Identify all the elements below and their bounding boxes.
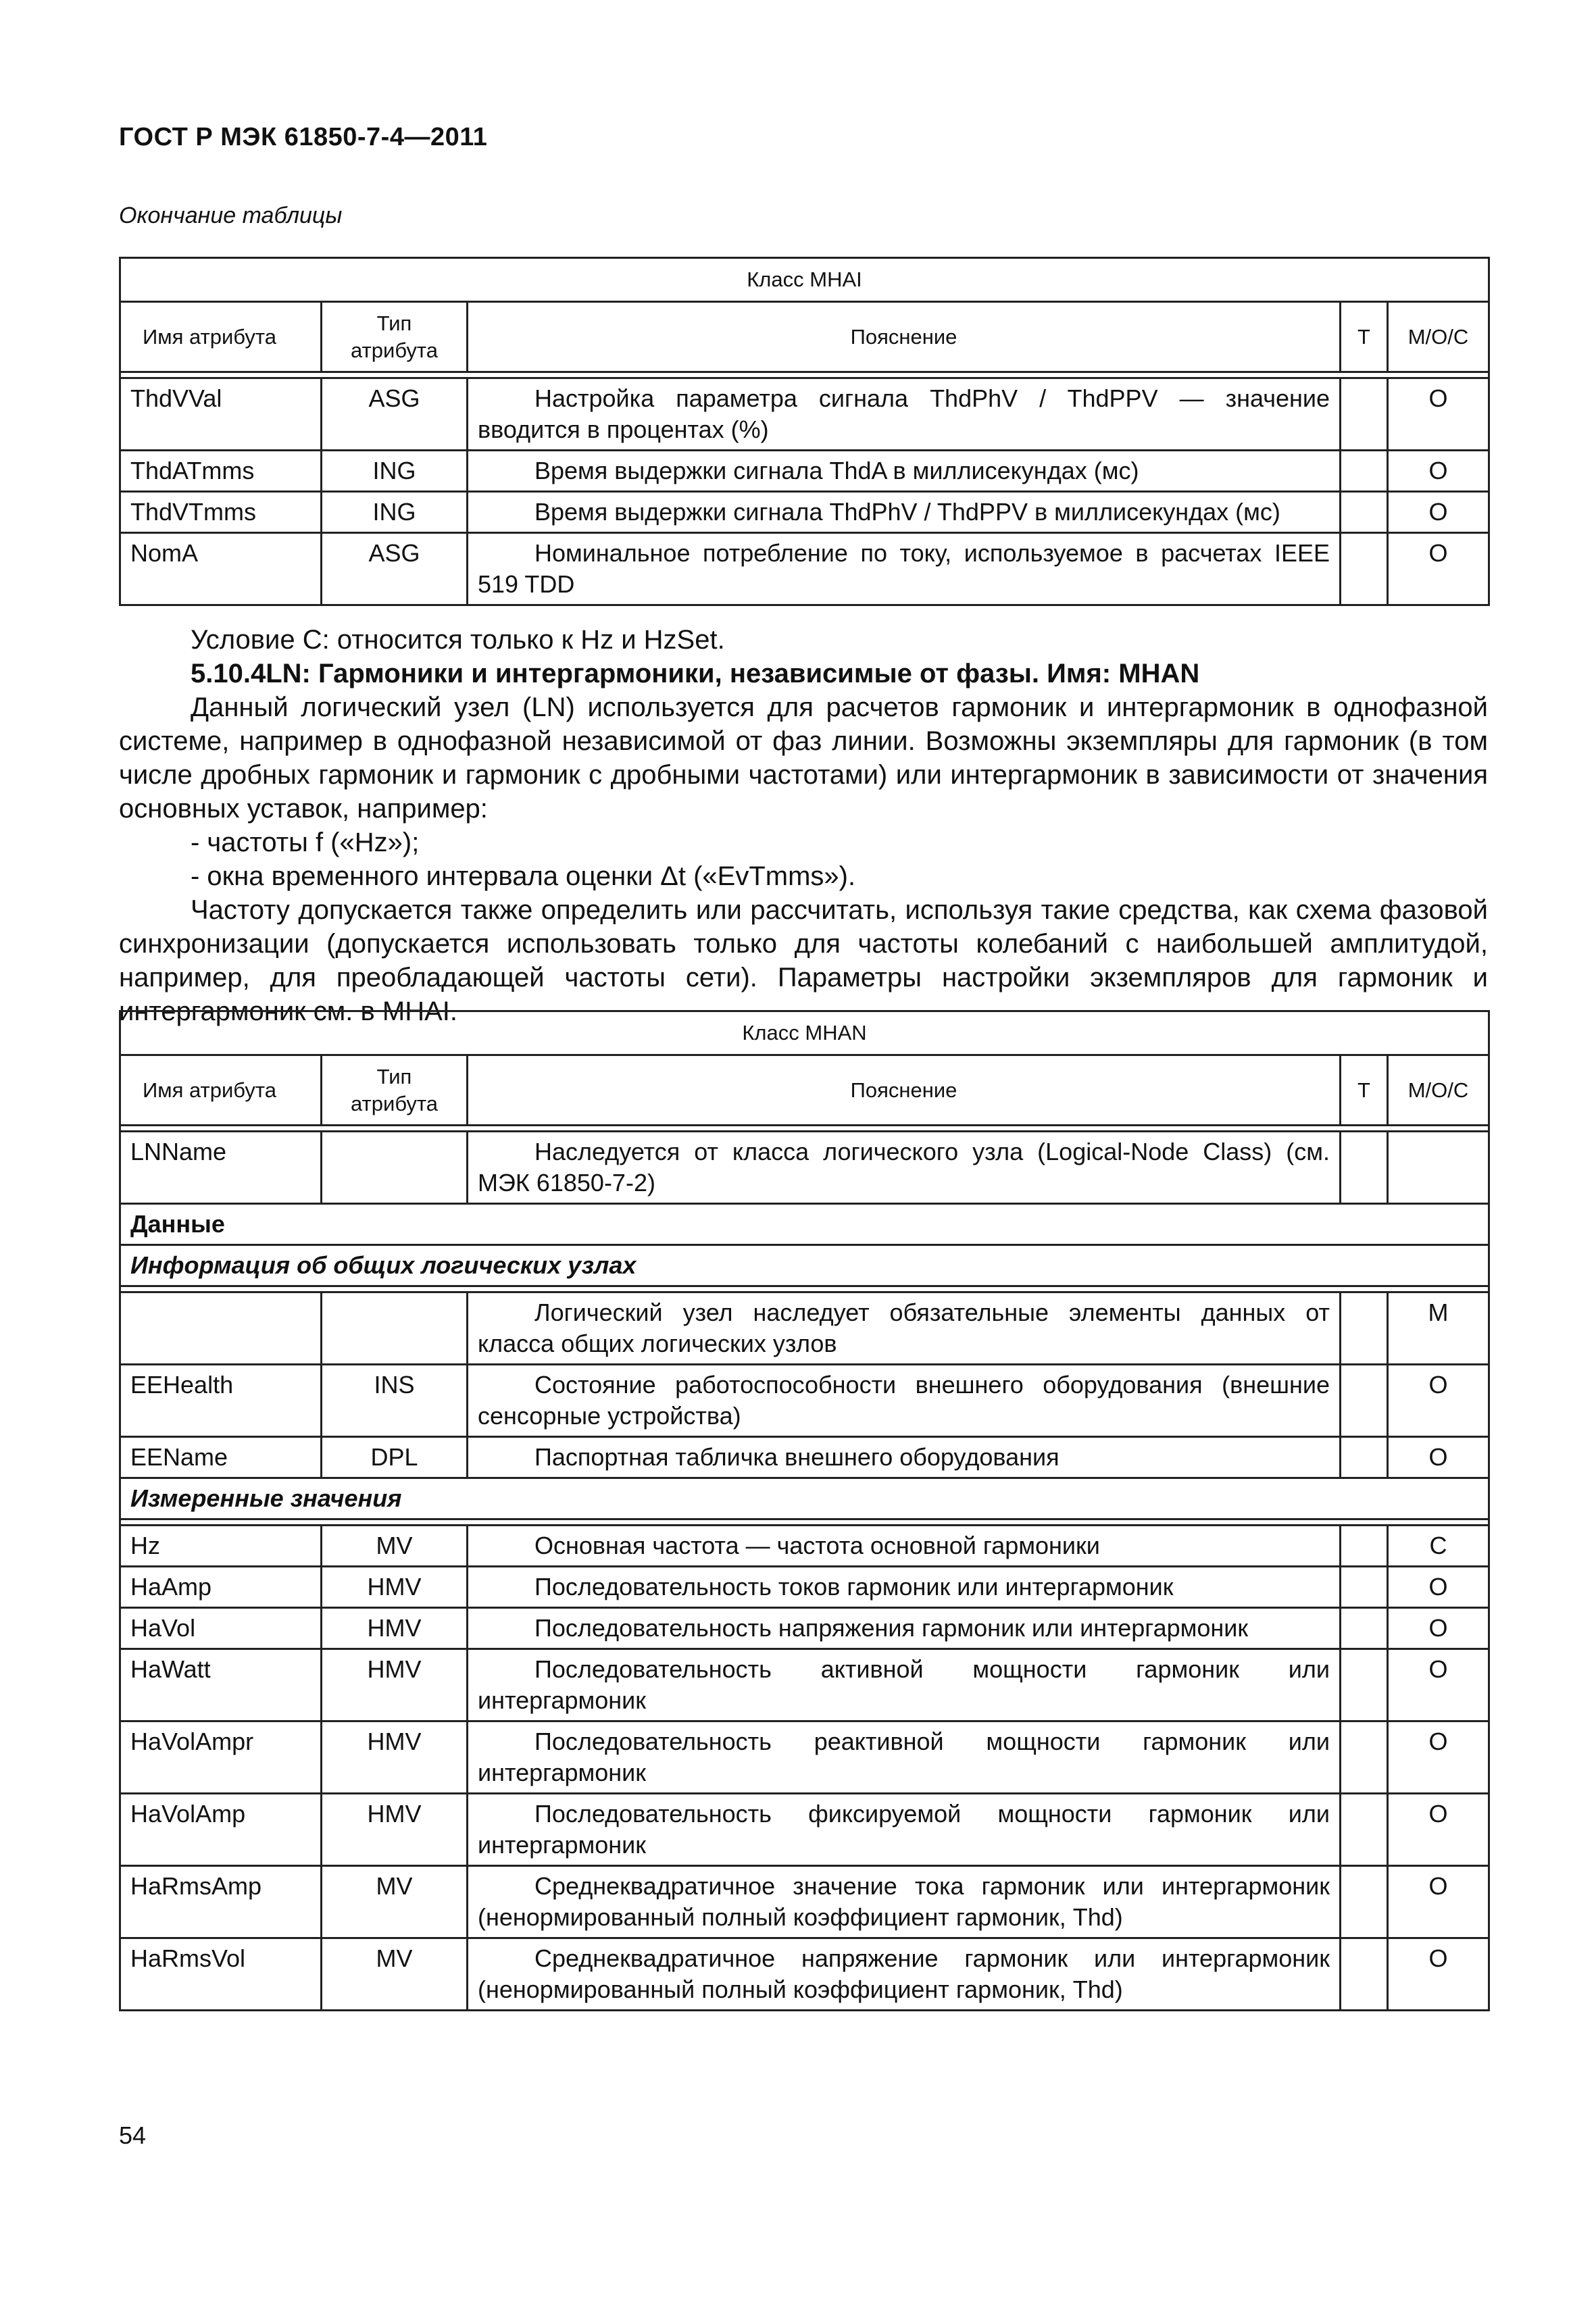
table-row: LNName Наследуется от класса логического узла (Logical-Node Class) (см. МЭК 61850-7-2) bbox=[120, 1132, 1489, 1204]
table-row: EEName DPL Паспортная табличка внешнего оборудования O bbox=[120, 1437, 1489, 1478]
table-row: HaRmsAmp MV Среднеквадратичное значение тока гармоник или интергармоник (ненормированный полный коэффициент гармоник, Thd) O bbox=[120, 1866, 1489, 1938]
table-row: ThdATmms ING Время выдержки сигнала ThdA в миллисекундах (мс) O bbox=[120, 451, 1489, 492]
table-class-title: Класс MHAN bbox=[120, 1011, 1489, 1055]
table-row: ThdVVal ASG Настройка параметра сигнала ThdPhV / ThdPPV — значение вводится в процентах (%) O bbox=[120, 378, 1489, 451]
col-header-type: Тип атрибута bbox=[322, 302, 468, 372]
table-mhan bbox=[119, 1010, 1490, 2011]
col-header-t: T bbox=[1341, 302, 1388, 372]
table-row: HaWatt HMV Последовательность активной мощности гармоник или интергармоник O bbox=[120, 1649, 1489, 1721]
paragraph: Данный логический узел (LN) используется для расчетов гармоник и интергармоник в однофазной системе, например в однофазной независимой от фаз линии. Возможны экземпляры для гармоник (в том числе дробных гармоник и гармоник с дробными частотами) или интергармоник в зависимости от значения основных уставок, например: bbox=[119, 693, 1488, 824]
list-item: - частоты f («Hz»); bbox=[191, 828, 420, 857]
section-heading: 5.10.4LN: Гармоники и интергармоники, независимые от фазы. Имя: MHAN bbox=[191, 659, 1200, 688]
table-row: HaVol HMV Последовательность напряжения гармоник или интергармоник O bbox=[120, 1608, 1489, 1649]
table-row: Hz MV Основная частота — частота основной гармоники C bbox=[120, 1526, 1489, 1567]
col-header-name: Имя атрибута bbox=[120, 1055, 322, 1126]
col-header-name: Имя атрибута bbox=[120, 302, 322, 372]
col-header-type: Тип атрибута bbox=[322, 1055, 468, 1126]
section-row-common: Информация об общих логических узлах bbox=[120, 1245, 1489, 1286]
col-header-t: T bbox=[1341, 1055, 1388, 1126]
table-row: NomA ASG Номинальное потребление по току, используемое в расчетах IEEE 519 TDD O bbox=[120, 533, 1489, 605]
col-header-moc: M/O/C bbox=[1388, 302, 1489, 372]
page-number: 54 bbox=[119, 2121, 147, 2149]
section-row-measured: Измеренные значения bbox=[120, 1478, 1489, 1519]
col-header-desc: Пояснение bbox=[468, 1055, 1341, 1126]
col-header-moc: M/O/C bbox=[1388, 1055, 1489, 1126]
table-row: HaRmsVol MV Среднеквадратичное напряжение гармоник или интергармоник (ненормированный полный коэффициент гармоник, Thd) O bbox=[120, 1938, 1489, 2011]
table-row: EEHealth INS Состояние работоспособности внешнего оборудования (внешние сенсорные устройства) O bbox=[120, 1365, 1489, 1437]
table-row: ThdVTmms ING Время выдержки сигнала ThdPhV / ThdPPV в миллисекундах (мс) O bbox=[120, 492, 1489, 533]
table-continuation-label: Окончание таблицы bbox=[119, 203, 343, 228]
col-header-desc: Пояснение bbox=[468, 302, 1341, 372]
condition-note: Условие C: относится только к Hz и HzSet. bbox=[191, 625, 725, 655]
table-row: HaAmp HMV Последовательность токов гармоник или интергармоник O bbox=[120, 1567, 1489, 1608]
paragraph: Частоту допускается также определить или рассчитать, используя такие средства, как схема фазовой синхронизации (допускается использовать только для частоты колебаний с наибольшей амплитудой, например, для преобладающей частоты сети). Параметры настройки экземпляров для гармоник и интергармоник см. в MHAI. bbox=[119, 895, 1488, 1026]
section-row-data: Данные bbox=[120, 1204, 1489, 1245]
table-class-title: Класс MHAI bbox=[120, 258, 1489, 302]
list-item: - окна временного интервала оценки Δt («EvTmms»). bbox=[191, 861, 856, 891]
section-body bbox=[119, 623, 1488, 1028]
table-row: Логический узел наследует обязательные элементы данных от класса общих логических узлов M bbox=[120, 1292, 1489, 1365]
table-row: HaVolAmp HMV Последовательность фиксируемой мощности гармоник или интергармоник O bbox=[120, 1794, 1489, 1866]
document-header: ГОСТ Р МЭК 61850-7-4—2011 bbox=[119, 123, 488, 151]
table-mhai bbox=[119, 257, 1490, 606]
table-row: HaVolAmpr HMV Последовательность реактивной мощности гармоник или интергармоник O bbox=[120, 1721, 1489, 1794]
